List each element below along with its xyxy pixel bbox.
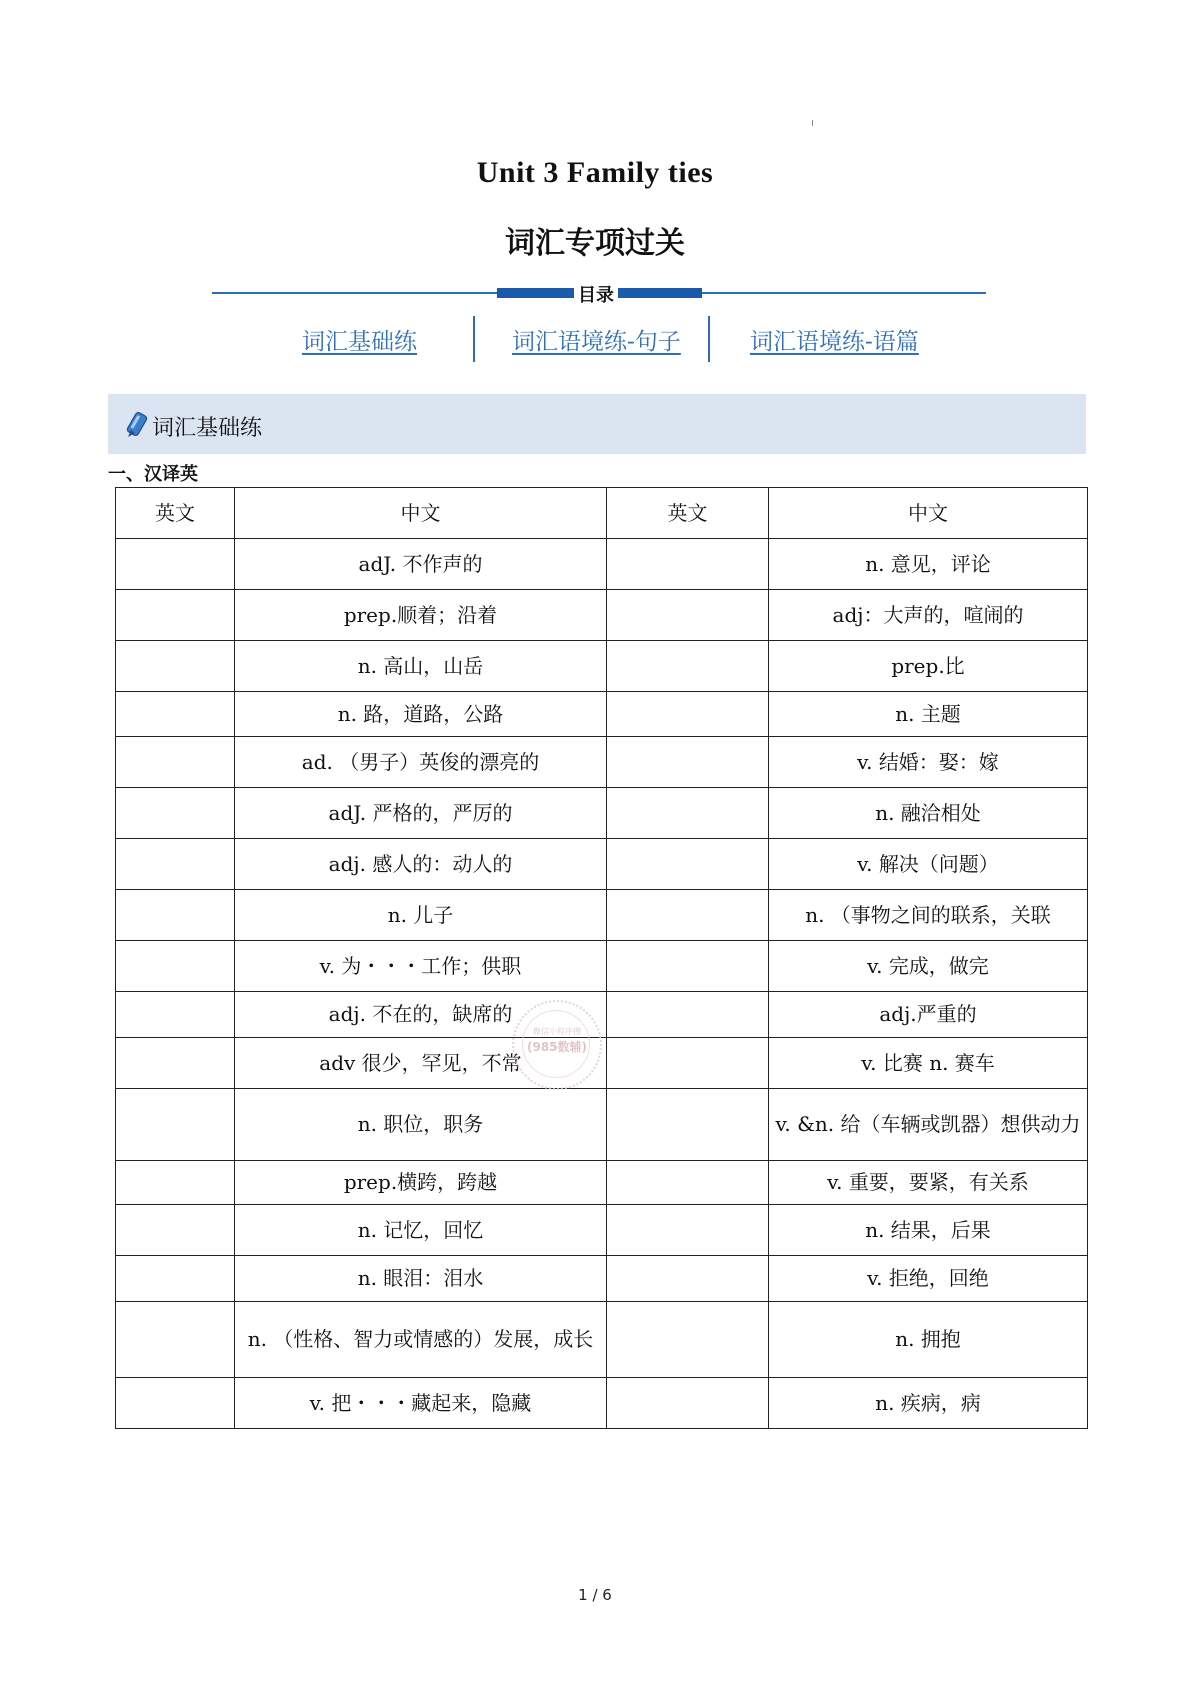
chinese-cell: n. （性格、智力或情感的）发展，成长 <box>235 1302 607 1378</box>
english-answer-cell[interactable] <box>116 839 235 890</box>
chinese-cell: v. 把・・・藏起来，隐藏 <box>235 1378 607 1429</box>
table-row <box>116 1378 1088 1429</box>
english-answer-cell[interactable] <box>607 692 769 737</box>
chinese-cell: n. 路，道路，公路 <box>235 692 607 737</box>
table-row <box>116 992 1088 1038</box>
english-answer-cell[interactable] <box>116 890 235 941</box>
chinese-cell: n. 儿子 <box>235 890 607 941</box>
table-row <box>116 1256 1088 1302</box>
english-answer-cell[interactable] <box>607 1378 769 1429</box>
chinese-cell: adj. 感人的：动人的 <box>235 839 607 890</box>
column-header: 英文 <box>607 488 769 539</box>
table-row <box>116 1161 1088 1205</box>
table-row <box>116 641 1088 692</box>
watermark-text: 微信小程序搜 <box>533 1027 581 1036</box>
chinese-cell: n. 眼泪：泪水 <box>235 1256 607 1302</box>
english-answer-cell[interactable] <box>116 1256 235 1302</box>
english-answer-cell[interactable] <box>607 941 769 992</box>
watermark-text: (985数辅) <box>526 1040 588 1054</box>
english-answer-cell[interactable] <box>607 1038 769 1089</box>
table-row <box>116 1089 1088 1161</box>
english-answer-cell[interactable] <box>607 641 769 692</box>
page-mark <box>812 120 813 126</box>
english-answer-cell[interactable] <box>116 539 235 590</box>
table-row <box>116 788 1088 839</box>
english-answer-cell[interactable] <box>607 1161 769 1205</box>
chinese-cell: n. （事物之间的联系，关联 <box>769 890 1088 941</box>
vocab-table <box>115 487 1088 1429</box>
table-row <box>116 539 1088 590</box>
pencil-icon <box>124 410 150 440</box>
table-header-row <box>116 488 1088 539</box>
chinese-cell: n. 职位，职务 <box>235 1089 607 1161</box>
toc-separator <box>708 316 710 362</box>
document-subtitle: 词汇专项过关 <box>505 226 685 261</box>
table-row <box>116 737 1088 788</box>
chinese-cell: n. 记忆，回忆 <box>235 1205 607 1256</box>
toc-link-passage[interactable]: 词汇语境练-语篇 <box>750 329 919 355</box>
chinese-cell: prep.顺着；沿着 <box>235 590 607 641</box>
chinese-cell: adj. 不在的，缺席的 <box>235 992 607 1038</box>
english-answer-cell[interactable] <box>607 1256 769 1302</box>
toc-bar-right <box>618 288 702 298</box>
toc-bar-left <box>497 288 574 298</box>
chinese-cell: prep.横跨，跨越 <box>235 1161 607 1205</box>
sub-heading: 一、汉译英 <box>108 464 198 485</box>
english-answer-cell[interactable] <box>116 641 235 692</box>
toc-line-left <box>212 292 497 294</box>
english-answer-cell[interactable] <box>607 1089 769 1161</box>
english-answer-cell[interactable] <box>607 1205 769 1256</box>
chinese-cell: adJ. 不作声的 <box>235 539 607 590</box>
toc-separator <box>473 316 475 362</box>
section-title: 词汇基础练 <box>152 416 263 441</box>
chinese-cell: v. 解决（问题） <box>769 839 1088 890</box>
table-row <box>116 590 1088 641</box>
english-answer-cell[interactable] <box>116 1378 235 1429</box>
chinese-cell: adJ. 严格的，严厉的 <box>235 788 607 839</box>
chinese-cell: n. 高山，山岳 <box>235 641 607 692</box>
chinese-cell: n. 疾病，病 <box>769 1378 1088 1429</box>
column-header: 中文 <box>235 488 607 539</box>
english-answer-cell[interactable] <box>607 539 769 590</box>
table-row <box>116 1205 1088 1256</box>
english-answer-cell[interactable] <box>116 1161 235 1205</box>
table-row <box>116 941 1088 992</box>
english-answer-cell[interactable] <box>116 788 235 839</box>
chinese-cell: v. 为・・・工作；供职 <box>235 941 607 992</box>
chinese-cell: n. 结果，后果 <box>769 1205 1088 1256</box>
english-answer-cell[interactable] <box>116 1302 235 1378</box>
toc-link-sentence[interactable]: 词汇语境练-句子 <box>512 329 681 355</box>
document-title: Unit 3 Family ties <box>476 156 714 189</box>
chinese-cell: n. 融洽相处 <box>769 788 1088 839</box>
table-row <box>116 839 1088 890</box>
chinese-cell: adj.严重的 <box>769 992 1088 1038</box>
table-row <box>116 890 1088 941</box>
page-number: 1 / 6 <box>578 1586 612 1604</box>
english-answer-cell[interactable] <box>607 1302 769 1378</box>
chinese-cell: v. 重要，要紧，有关系 <box>769 1161 1088 1205</box>
toc-link-basic[interactable]: 词汇基础练 <box>302 329 417 355</box>
chinese-cell: n. 意见，评论 <box>769 539 1088 590</box>
english-answer-cell[interactable] <box>116 590 235 641</box>
english-answer-cell[interactable] <box>607 890 769 941</box>
english-answer-cell[interactable] <box>116 941 235 992</box>
chinese-cell: v. &n. 给（车辆或凯器）想供动力 <box>769 1089 1088 1161</box>
column-header: 英文 <box>116 488 235 539</box>
chinese-cell: v. 结婚：娶：嫁 <box>769 737 1088 788</box>
table-row <box>116 692 1088 737</box>
chinese-cell: v. 比赛 n. 赛车 <box>769 1038 1088 1089</box>
column-header: 中文 <box>769 488 1088 539</box>
toc-line-right <box>702 292 986 294</box>
toc-title: 目录 <box>574 281 618 307</box>
chinese-cell: v. 拒绝，回绝 <box>769 1256 1088 1302</box>
chinese-cell: n. 主题 <box>769 692 1088 737</box>
chinese-cell: v. 完成，做完 <box>769 941 1088 992</box>
english-answer-cell[interactable] <box>116 692 235 737</box>
english-answer-cell[interactable] <box>116 1089 235 1161</box>
watermark-stamp <box>512 1000 602 1090</box>
english-answer-cell[interactable] <box>607 788 769 839</box>
chinese-cell: n. 拥抱 <box>769 1302 1088 1378</box>
english-answer-cell[interactable] <box>607 737 769 788</box>
english-answer-cell[interactable] <box>116 1205 235 1256</box>
chinese-cell: adj：大声的，喧闹的 <box>769 590 1088 641</box>
table-row <box>116 1302 1088 1378</box>
english-answer-cell[interactable] <box>116 737 235 788</box>
chinese-cell: ad. （男子）英俊的漂亮的 <box>235 737 607 788</box>
english-answer-cell[interactable] <box>607 839 769 890</box>
english-answer-cell[interactable] <box>607 590 769 641</box>
chinese-cell: adv 很少，罕见，不常 <box>235 1038 607 1089</box>
english-answer-cell[interactable] <box>607 992 769 1038</box>
chinese-cell: prep.比 <box>769 641 1088 692</box>
english-answer-cell[interactable] <box>116 1038 235 1089</box>
english-answer-cell[interactable] <box>116 992 235 1038</box>
